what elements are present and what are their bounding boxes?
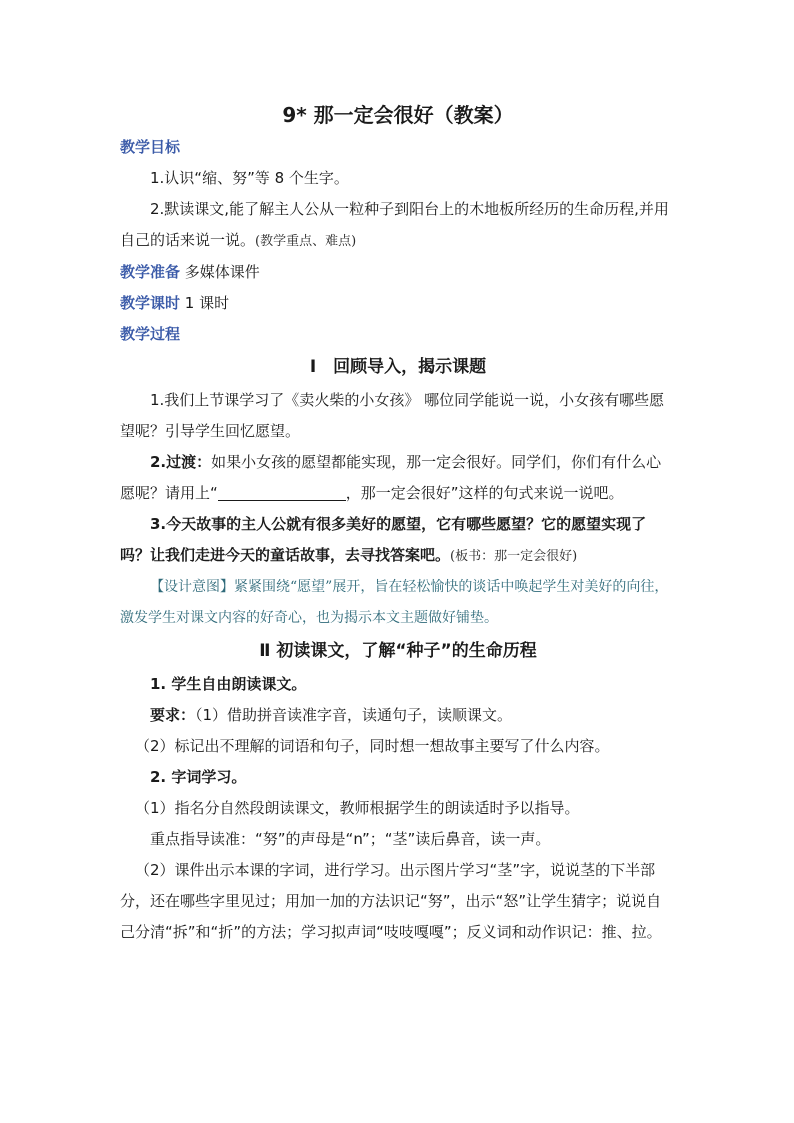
design-intent-label: 【设计意图】 bbox=[150, 579, 234, 595]
prep-heading: 教学准备 bbox=[120, 263, 181, 281]
section-1-p2-a: 如果小女孩的愿望都能实现，那一定会很好。同学们，你们有什么心愿呢？请用上“ bbox=[120, 453, 662, 502]
section-1-p1: 1.我们上节课学习了《卖火柴的小女孩》 哪位同学能说一说，小女孩有哪些愿望呢？引导学生回忆愿望。 bbox=[120, 391, 665, 440]
objective-2 bbox=[120, 194, 676, 257]
section-1-p3 bbox=[120, 509, 676, 572]
prep-value: 多媒体课件 bbox=[184, 263, 260, 281]
fill-in-blank bbox=[218, 483, 346, 501]
design-intent-text: 紧紧围绕“愿望”展开，旨在轻松愉快的谈话中唤起学生对美好的向往，激发学生对课文内容的好奇心，也为揭示本文主题做好铺垫。 bbox=[120, 579, 669, 626]
hours-line bbox=[120, 288, 676, 319]
lesson-plan bbox=[120, 100, 676, 948]
word-study-1: （1）指名分自然段朗读课文，教师根据学生的朗读适时予以指导。 bbox=[135, 799, 580, 817]
section-1-p2-label: 2.过渡： bbox=[150, 453, 212, 471]
section-1-p3-note: (板书：那一定会很好) bbox=[450, 549, 578, 564]
page-title: 9* 那一定会很好（教案） bbox=[282, 103, 514, 127]
objective-2-note: (教学重点、难点) bbox=[255, 234, 357, 249]
requirements-label: 要求： bbox=[150, 706, 196, 724]
section-1-p2 bbox=[120, 447, 676, 509]
section-2-step-1: 1. 学生自由朗读课文。 bbox=[150, 675, 307, 693]
hours-value: 1 课时 bbox=[184, 294, 230, 312]
word-study-1b: 重点指导读准：“努”的声母是“n”；“茎”读后鼻音，读一声。 bbox=[150, 830, 551, 848]
hours-heading: 教学课时 bbox=[120, 294, 181, 312]
requirement-1: （1）借助拼音读准字音，读通句子，读顺课文。 bbox=[195, 706, 513, 724]
word-study-2: （2）课件出示本课的字词，进行学习。出示图片学习“茎”字，说说茎的下半部分，还在哪些字里见过；用加一加的方法识记“努”，出示“怒”让学生猜字；说说自己分清“拆”和“折”的方法；学习拟声词“吱吱嘎嘎”；反义词和动作识记：推、拉。 bbox=[120, 861, 662, 941]
section-1-title: Ⅰ 回顾导入，揭示课题 bbox=[309, 357, 487, 377]
objectives-heading: 教学目标 bbox=[120, 138, 181, 156]
process-heading: 教学过程 bbox=[120, 325, 181, 343]
requirement-2: （2）标记出不理解的词语和句子，同时想一想故事主要写了什么内容。 bbox=[135, 737, 610, 755]
design-intent bbox=[120, 572, 676, 634]
objective-2-text: 2.默读课文,能了解主人公从一粒种子到阳台上的木地板所经历的生命历程,并用自己的话来说一说。 bbox=[120, 200, 669, 249]
section-2-title: Ⅱ 初读课文，了解“种子”的生命历程 bbox=[259, 641, 537, 661]
objective-1: 1.认识“缩、努”等 8 个生字。 bbox=[150, 169, 349, 187]
section-1-p2-b: ，那一定会很好”这样的句式来说一说吧。 bbox=[345, 484, 624, 502]
section-1-p3-text: 3.今天故事的主人公就有很多美好的愿望，它有哪些愿望？它的愿望实现了吗？让我们走进今天的童话故事，去寻找答案吧。 bbox=[120, 515, 647, 564]
prep-line bbox=[120, 257, 676, 288]
section-2-step-2: 2. 字词学习。 bbox=[150, 768, 247, 786]
requirements bbox=[120, 700, 676, 731]
